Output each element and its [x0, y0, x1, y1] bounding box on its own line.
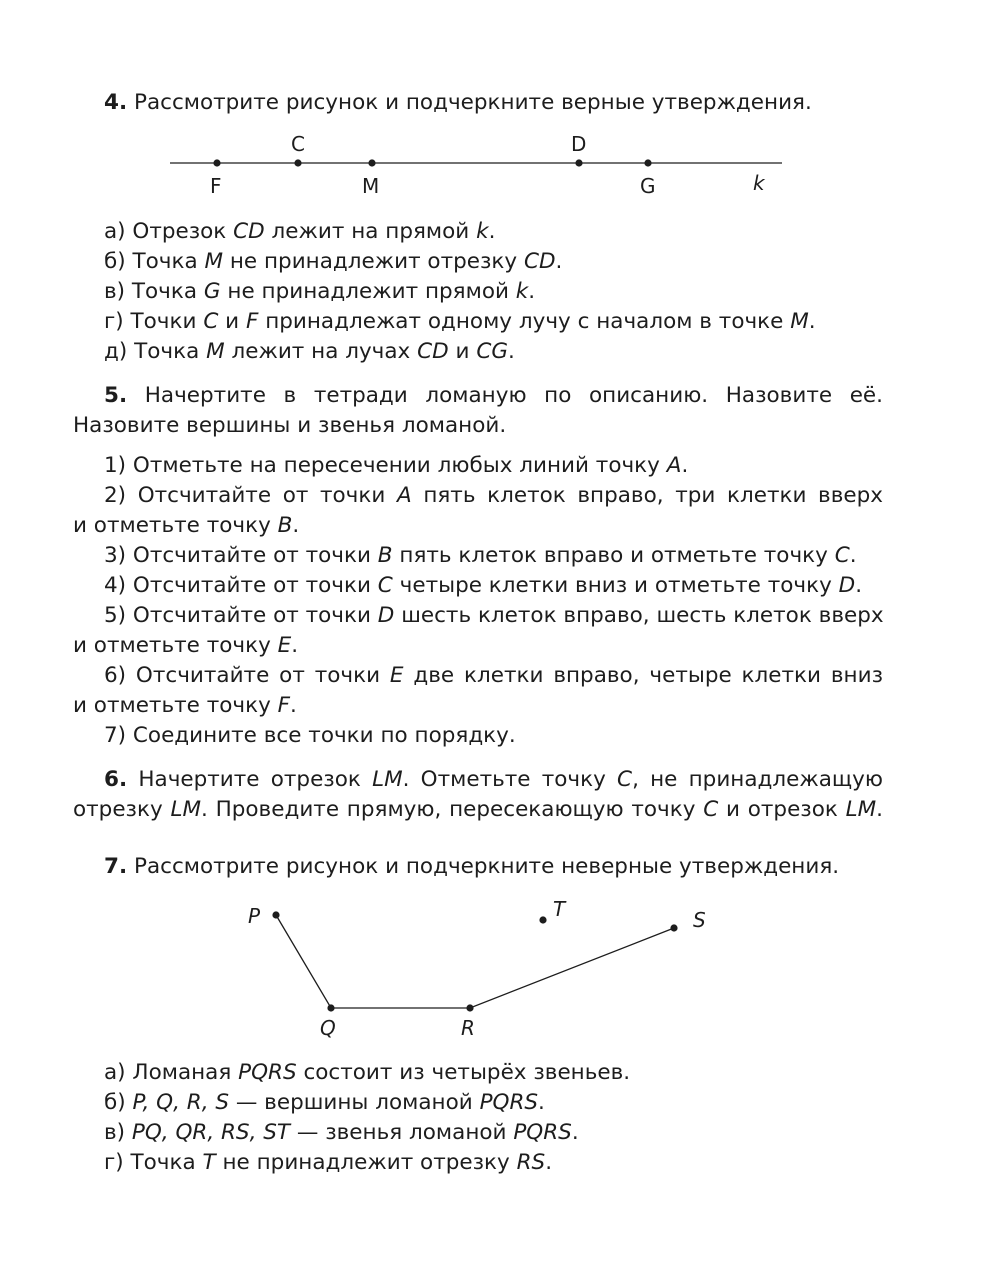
point-r [466, 1004, 473, 1011]
item-text: в) Точка [104, 279, 204, 304]
step-var: F [277, 693, 291, 718]
task6-text: и отрезок [718, 797, 846, 822]
task6-var: C [617, 767, 633, 792]
task7-item-c [104, 1118, 579, 1148]
task5-step-7 [104, 721, 516, 751]
item-text: состоит из четырёх звеньев. [296, 1060, 631, 1085]
task5-heading [104, 381, 883, 411]
label-s: S [693, 908, 706, 932]
task5-number: 5. [104, 383, 128, 408]
label-f: F [210, 174, 222, 198]
item-text: в) [104, 1120, 132, 1145]
task7-heading [104, 852, 839, 882]
item-text: . [545, 1150, 553, 1175]
item-var: PQ, QR, RS, ST [131, 1120, 291, 1145]
item-var: k [515, 279, 529, 304]
item-var: T [202, 1150, 216, 1175]
item-text: . [538, 1090, 545, 1115]
item-text: . [571, 1120, 579, 1145]
item-text: а) Отрезок [104, 219, 234, 244]
item-text: — вершины ломаной [229, 1090, 480, 1115]
point-c [294, 159, 301, 166]
item-text: не принадлежит прямой [220, 279, 516, 304]
item-var: PQRS [513, 1120, 572, 1145]
point-t [539, 916, 546, 923]
step-text: шесть клеток вправо, шесть клеток вверх [394, 603, 884, 628]
item-text: г) Точка [104, 1150, 203, 1175]
task4-item-b [104, 247, 562, 277]
task6-line1 [104, 765, 883, 795]
task5-step-6-line1 [104, 661, 883, 691]
step-text: 6) Отсчитайте от точки [104, 663, 390, 688]
step-text: 7) Соедините все точки по порядку. [104, 723, 516, 748]
point-f [213, 159, 220, 166]
label-c: C [291, 132, 305, 156]
item-var: CD [417, 339, 449, 364]
item-text: лежит на прямой [264, 219, 477, 244]
item-text: б) [104, 1090, 133, 1115]
item-text: а) Ломаная [104, 1060, 239, 1085]
task4-item-e [104, 337, 515, 367]
label-m: M [362, 174, 380, 198]
item-var: M [206, 339, 225, 364]
task6-var: C [703, 797, 719, 822]
task5-step-1 [104, 451, 688, 481]
item-var: PQRS [238, 1060, 297, 1085]
item-text: принадлежат одному лучу с началом в точке [258, 309, 791, 334]
step-var: B [277, 513, 293, 538]
item-text: д) Точка [104, 339, 207, 364]
point-g [644, 159, 651, 166]
step-text: . [292, 513, 300, 538]
task5-step-2-line2 [73, 511, 299, 541]
item-text: не принадлежит отрезку [223, 249, 524, 274]
polyline-pqrs [276, 915, 674, 1008]
label-t: T [553, 897, 566, 921]
task6-var: LM [845, 797, 877, 822]
item-var: PQRS [479, 1090, 539, 1115]
item-text: . [508, 339, 515, 364]
item-var: F [245, 309, 259, 334]
label-q: Q [320, 1016, 336, 1040]
point-m [368, 159, 375, 166]
step-text: и отметьте точку [73, 513, 278, 538]
step-text: и отметьте точку [73, 633, 278, 658]
step-text: пять клеток вправо, три клетки вверх [411, 483, 883, 508]
task4-item-c [104, 277, 535, 307]
step-text: 4) Отсчитайте от точки [104, 573, 378, 598]
item-text: не принадлежит отрезку [215, 1150, 517, 1175]
label-k: k [753, 171, 765, 195]
task5-step-4 [104, 571, 862, 601]
item-var: P, Q, R, S [132, 1090, 230, 1115]
item-text: г) Точки [104, 309, 204, 334]
task6-line2 [73, 795, 883, 825]
item-var: M [204, 249, 224, 274]
step-text: 2) Отсчитайте от точки [104, 483, 397, 508]
task6-text: . [876, 797, 884, 822]
item-text: б) Точка [104, 249, 205, 274]
task5-step-3 [104, 541, 857, 571]
task7-title: Рассмотрите рисунок и подчеркните неверные утверждения. [133, 854, 840, 879]
step-text: . [849, 543, 857, 568]
step-text: . [681, 453, 689, 478]
step-var: E [389, 663, 404, 688]
task4-item-d [104, 307, 816, 337]
task7-polyline-figure [230, 890, 730, 1050]
label-p: P [248, 904, 261, 928]
step-var: E [277, 633, 292, 658]
step-text: четыре клетки вниз и отметьте точку [392, 573, 839, 598]
task5-step-5-line2 [73, 631, 298, 661]
point-q [327, 1004, 334, 1011]
item-var: RS [516, 1150, 546, 1175]
step-var: A [666, 453, 682, 478]
task5-step-5-line1 [104, 601, 883, 631]
item-text: лежит на лучах [224, 339, 418, 364]
step-var: C [834, 543, 850, 568]
step-var: A [396, 483, 412, 508]
step-text: . [291, 633, 299, 658]
step-text: . [855, 573, 863, 598]
task6-text: . Проведите прямую, пересекающую точку [201, 797, 704, 822]
item-var: k [476, 219, 489, 244]
item-var: CG [476, 339, 509, 364]
item-var: C [203, 309, 219, 334]
item-var: G [203, 279, 221, 304]
step-text: 5) Отсчитайте от точки [104, 603, 378, 628]
point-d [575, 159, 582, 166]
step-text: 1) Отметьте на пересечении любых линий точку [104, 453, 667, 478]
step-text: и отметьте точку [73, 693, 278, 718]
task5-step-2-line1 [104, 481, 883, 511]
item-text: — звенья ломаной [290, 1120, 514, 1145]
task5-title-line1: Начертите в тетради ломаную по описанию. Назовите её. [144, 383, 883, 408]
step-text: две клетки вправо, четыре клетки вниз [403, 663, 883, 688]
task6-var: LM [372, 767, 403, 792]
task7-number: 7. [104, 854, 128, 879]
task6-number: 6. [104, 767, 128, 792]
step-var: C [377, 573, 393, 598]
task4-number: 4. [104, 90, 128, 115]
step-var: D [377, 603, 395, 628]
task4-item-a [104, 217, 495, 247]
label-g: G [640, 174, 656, 198]
step-text: 3) Отсчитайте от точки [104, 543, 378, 568]
item-text: . [808, 309, 816, 334]
item-var: CD [233, 219, 265, 244]
task6-text: Начертите отрезок [138, 767, 373, 792]
step-text: пять клеток вправо и отметьте точку [392, 543, 835, 568]
item-var: CD [523, 249, 556, 274]
task4-title: Рассмотрите рисунок и подчеркните верные утверждения. [133, 90, 812, 115]
task7-item-a [104, 1058, 630, 1088]
label-d: D [571, 132, 587, 156]
task4-heading [104, 88, 812, 118]
point-s [670, 924, 677, 931]
task5-step-6-line2 [73, 691, 297, 721]
task7-item-d [104, 1148, 552, 1178]
task5-title-line2: Назовите вершины и звенья ломаной. [73, 413, 507, 438]
task6-text: . Отметьте точку [402, 767, 618, 792]
point-p [272, 911, 279, 918]
step-var: D [838, 573, 856, 598]
task7-item-b [104, 1088, 545, 1118]
item-text: . [528, 279, 536, 304]
label-r: R [461, 1016, 475, 1040]
item-text: и [218, 309, 246, 334]
task6-text: , не принадлежащую [632, 767, 883, 792]
item-text: . [555, 249, 563, 274]
item-var: M [790, 309, 809, 334]
task4-line-figure [160, 128, 800, 200]
step-var: B [377, 543, 393, 568]
step-text: . [290, 693, 297, 718]
task6-text: отрезку [73, 797, 171, 822]
task6-var: LM [170, 797, 201, 822]
item-text: . [488, 219, 496, 244]
item-text: и [448, 339, 477, 364]
